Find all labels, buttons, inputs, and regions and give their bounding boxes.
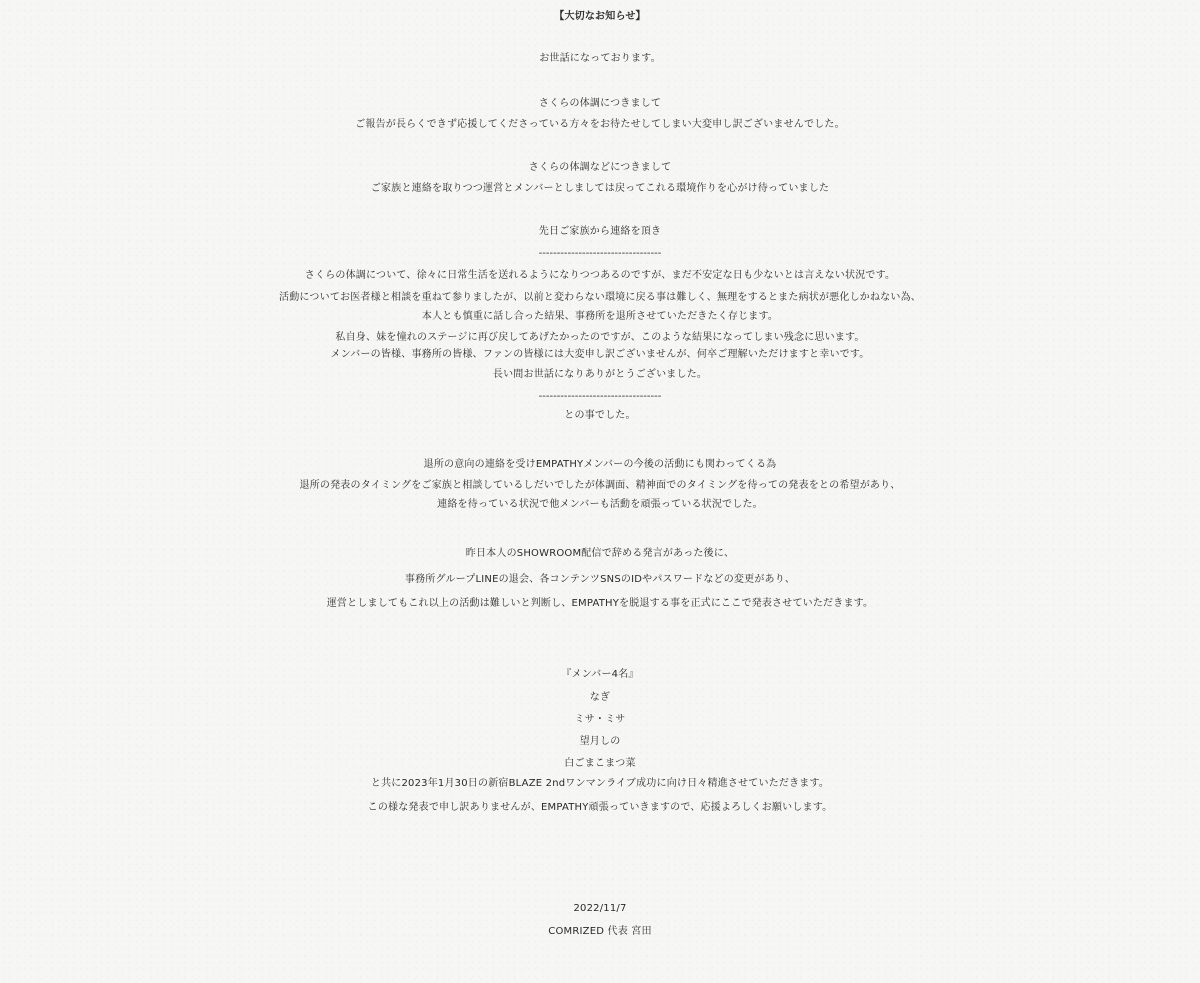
notice-title: 【大切なお知らせ】 (554, 11, 646, 22)
separator-bottom: ---------------------------------- (538, 391, 662, 402)
member-name: 望月しの (579, 736, 621, 747)
member-name: 白ごまこまつ菜 (564, 758, 636, 769)
family-message-line-6: 長い間お世話になりありがとうございました。 (492, 369, 708, 380)
para4-line-3: 運営としましてもこれ以上の活動は難しいと判断し、EMPATHYを脱退する事を正式にここで発表させていただきます。 (326, 598, 874, 609)
separator-top: ---------------------------------- (538, 248, 662, 259)
para4-line-1: 昨日本人のSHOWROOM配信で辞める発言があった後に、 (465, 548, 735, 559)
para1-line-1: さくらの体調につきまして (538, 98, 662, 109)
member-name: なぎ (589, 692, 611, 703)
family-message-line-5: メンバーの皆様、事務所の皆様、ファンの皆様には大変申し訳ございませんが、何卒ご理解いただけますと幸いです。 (330, 349, 870, 360)
member-name: ミサ・ミサ (574, 714, 626, 725)
family-outro-line: との事でした。 (564, 410, 636, 421)
family-message-line-3: 本人とも慎重に話し合った結果、事務所を退所させていただきたく存じます。 (421, 311, 779, 322)
para1-line-2: ご報告が長らくできず応援してくださっている方々をお待たせしてしまい大変申し訳ございませんでした。 (355, 119, 845, 130)
para3-line-1: 退所の意向の連絡を受けEMPATHYメンバーの今後の活動にも関わってくる為 (423, 459, 777, 470)
closing-line-1: と共に2023年1月30日の新宿BLAZE 2ndワンマンライブ成功に向け日々精進させていただきます。 (370, 778, 830, 789)
para4-line-2: 事務所グループLINEの退会、各コンテンツSNSのIDやパスワードなどの変更があり、 (404, 574, 796, 585)
para3-line-3: 連絡を待っている状況で他メンバーも活動を頑張っている状況でした。 (437, 499, 763, 510)
members-heading: 『メンバー4名』 (561, 669, 639, 680)
greeting-line: お世話になっております。 (539, 53, 661, 64)
family-message-line-1: さくらの体調について、徐々に日常生活を送れるようになりつつあるのですが、まだ不安定な日も少ないとは言えない状況です。 (304, 270, 896, 281)
date-line: 2022/11/7 (573, 903, 627, 914)
para2-line-2: ご家族と連絡を取りつつ運営とメンバーとしましては戻ってこれる環境作りを心がけ待っていました (370, 183, 830, 194)
para2-line-1: さくらの体調などにつきまして (528, 162, 672, 173)
family-message-line-2: 活動についてお医者様と相談を重ねて参りましたが、以前と変わらない環境に戻る事は難しく、無理をするとまた病状が悪化しかねない為、 (279, 292, 921, 303)
closing-line-2: この様な発表で申し訳ありませんが、EMPATHY頑張っていきますので、応援よろしくお願いします。 (367, 802, 833, 813)
para3-line-2: 退所の発表のタイミングをご家族と相談しているしだいでしたが体調面、精神面でのタイミングを待っての発表をとの希望があり、 (299, 480, 901, 491)
family-message-line-4: 私自身、妹を憧れのステージに再び戻してあげたかったのですが、このような結果になってしまい残念に思います。 (335, 332, 865, 343)
family-intro-line: 先日ご家族から連絡を頂き (538, 226, 662, 237)
signature-line: COMRIZED 代表 宮田 (548, 926, 652, 937)
